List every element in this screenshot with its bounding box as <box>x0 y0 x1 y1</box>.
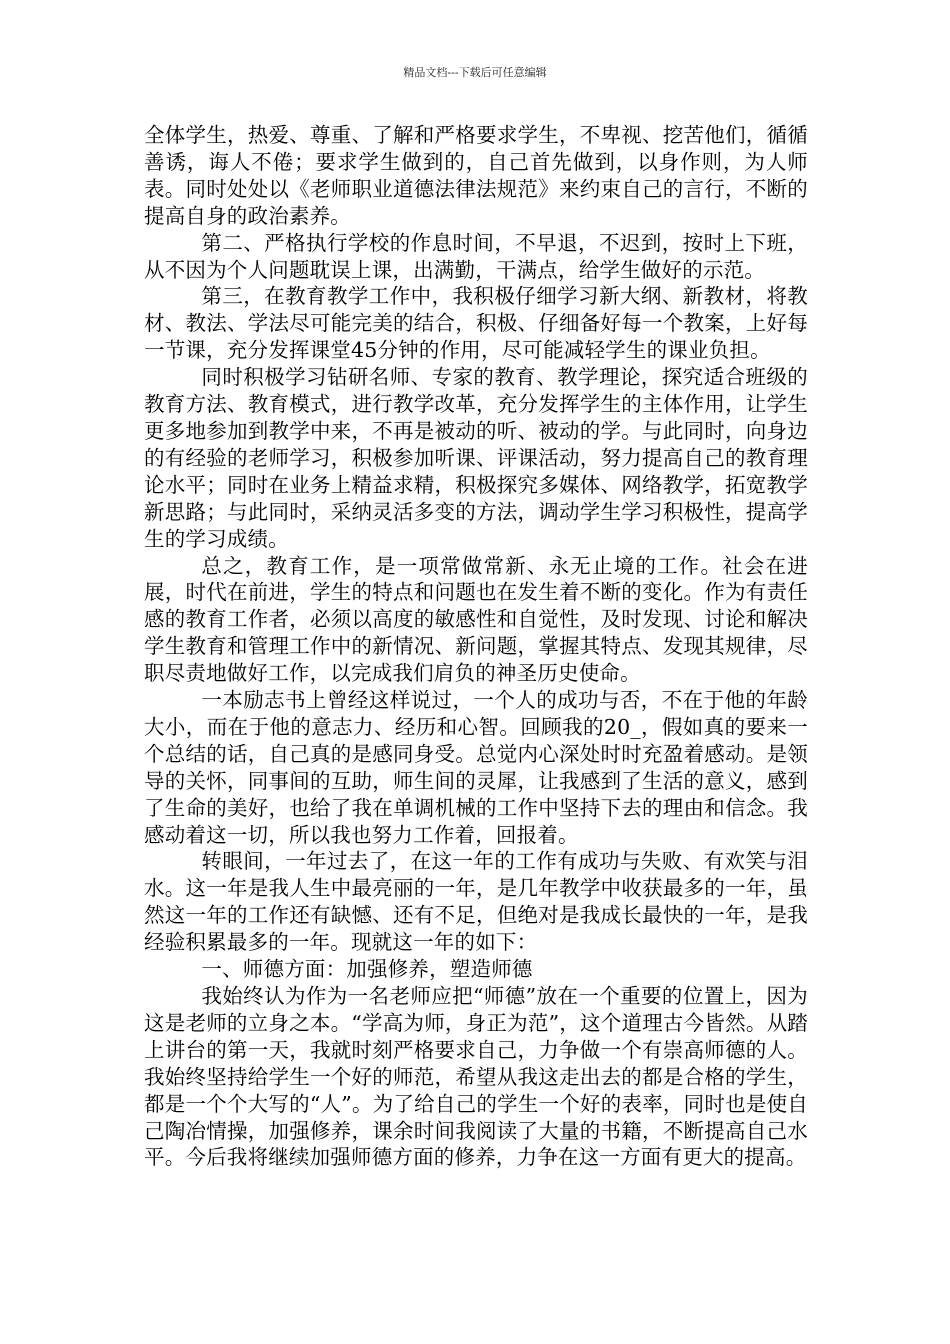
paragraph-summary: 总之，教育工作，是一项常做常新、永无止境的工作。社会在进展，时代在前进，学生的特点和问题也在发生着不断的变化。作为有责任感的教育工作者，必须以高度的敏感性和自觉性，及时发现、讨论和解决学生教育和管理工作中的新情况、新问题，掌握其特点、发现其规律，尽职尽责地做好工作，以完成我们肩负的神圣历史使命。 <box>144 553 808 686</box>
section-heading: 一、师德方面：加强修养，塑造师德 <box>201 957 533 982</box>
paragraph-ethics: 我始终认为作为一名老师应把“师德”放在一个重要的位置上，因为这是老师的立身之本。“学高为师，身正为范”，这个道理古今皆然。从踏上讲台的第一天，我就时刻严格要求自己，力争做一个有崇高师德的人。我始终坚持给学生一个好的师范，希望从我这走出去的都是合格的学生，都是一个个大写的“人”。为了给自己的学生一个好的表率，同时也是使自己陶冶情操，加强修养，课余时间我阅读了大量的书籍，不断提高自己水平。今后我将继续加强师德方面的修养，力争在这一方面有更大的提高。 <box>144 984 808 1170</box>
paragraph-inspiration: 一本励志书上曾经这样说过，一个人的成功与否，不在于他的年龄大小，而在于他的意志力、经历和心智。回顾我的20_，假如真的要来一个总结的话，自己真的是感同身受。总觉内心深处时时充盈着感动。是领导的关怀，同事间的互助，师生间的灵犀，让我感到了生活的意义，感到了生命的美好，也给了我在单调机械的工作中坚持下去的理由和信念。我感动着这一切，所以我也努力工作着，回报着。 <box>144 688 808 847</box>
page-header: 精品文档---下载后可任意编辑 <box>403 66 547 79</box>
paragraph-year-review: 转眼间，一年过去了，在这一年的工作有成功与失败、有欢笑与泪水。这一年是我人生中最亮丽的一年，是几年教学中收获最多的一年，虽然这一年的工作还有缺憾、还有不足，但绝对是我成长最快的一年，是我经验积累最多的一年。现就这一年的如下： <box>144 849 808 955</box>
paragraph-third: 第三，在教育教学工作中，我积极仔细学习新大纲、新教材，将教材、教法、学法尽可能完美的结合，积极、仔细备好每一个教案，上好每一节课，充分发挥课堂45分钟的作用，尽可能减轻学生的课业负担。 <box>144 284 808 363</box>
paragraph-second: 第二、严格执行学校的作息时间，不早退，不迟到，按时上下班，从不因为个人问题耽误上课，出满勤，干满点，给学生做好的示范。 <box>144 230 808 282</box>
paragraph-continued: 全体学生，热爱、尊重、了解和严格要求学生，不卑视、挖苦他们，循循善诱，诲人不倦；要求学生做到的，自己首先做到，以身作则，为人师表。同时处处以《老师职业道德法律法规范》来约束自己的言行，不断的提高自身的政治素养。 <box>144 123 808 228</box>
paragraph-study: 同时积极学习钻研名师、专家的教育、教学理论，探究适合班级的教育方法、教育模式，进行教学改革，充分发挥学生的主体作用，让学生更多地参加到教学中来，不再是被动的听、被动的学。与此同时，向身边的有经验的老师学习，积极参加听课、评课活动，努力提高自己的教育理论水平；同时在业务上精益求精，积极探究多媒体、网络教学，拓宽教学新思路；与此同时，采纳灵活多变的方法，调动学生学习积极性，提高学生的学习成绩。 <box>144 365 808 551</box>
document-body <box>144 122 808 1171</box>
